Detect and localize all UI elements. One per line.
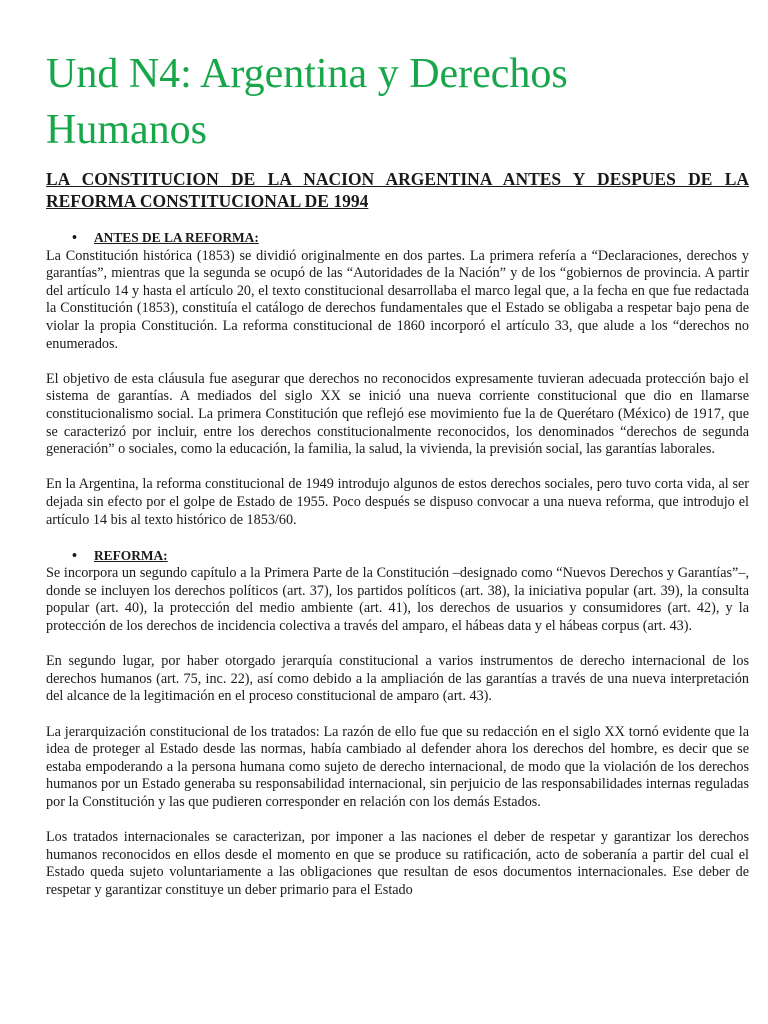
paragraph: Se incorpora un segundo capítulo a la Primera Parte de la Constitución –designado como “Nuevos Derechos y Garantías”–, donde se incluyen los derechos políticos (art. 37), los partidos políticos (art. 38), la iniciativa popular (art. 39), la consulta popular (art. 40), la protección del medio ambiente (art. 41), los derechos de usuarios y consumidores (art. 42), y la protección de los derechos de incidencia colectiva a través del amparo, el hábeas data y el hábeas corpus (art. 43). [46, 565, 749, 635]
section-heading: LA CONSTITUCION DE LA NACION ARGENTINA ANTES Y DESPUES DE LA REFORMA CONSTITUCIONAL DE 1994 [46, 169, 749, 211]
bullet-icon: • [72, 230, 77, 246]
page-title: Und N4: Argentina y Derechos Humanos [46, 51, 568, 153]
paragraph: El objetivo de esta cláusula fue asegurar que derechos no reconocidos expresamente tuvieran adecuada protección bajo el sistema de garantías. A mediados del siglo XX se inició una nueva corriente constitucional que dio en llamarse constitucionalismo social. La primera Constitución que reflejó ese movimiento fue la de Querétaro (México) de 1917, que se caracterizó por incluir, entre los derechos constitucionalmente reconocidos, los denominados “derechos de segunda generación” o sociales, como la educación, la familia, la salud, la vivienda, la previsión social, las garantías laborales. [46, 370, 749, 458]
paragraph: En segundo lugar, por haber otorgado jerarquía constitucional a varios instrumentos de derecho internacional de los derechos humanos (art. 75, inc. 22), así como debido a la ampliación de las garantías a través de una nueva interpretación del alcance de la legitimación en el proceso constitucional de amparo (art. 43). [46, 653, 749, 705]
paragraph: Los tratados internacionales se caracterizan, por imponer a las naciones el deber de respetar y garantizar los derechos humanos reconocidos en ellos desde el momento en que se produce su ratificación, acto de soberanía a partir del cual el Estado queda sujeto voluntariamente a las obligaciones que resultan de esos documentos internacionales. Ese deber de respetar y garantizar constituye un deber primario para el Estado [46, 829, 749, 898]
bullet-item-antes [46, 229, 749, 248]
document-body [46, 229, 749, 917]
section-label-antes: ANTES DE LA REFORMA: [94, 230, 259, 245]
bullet-item-reforma [46, 547, 749, 566]
section-label-reforma: REFORMA: [94, 547, 168, 563]
paragraph: En la Argentina, la reforma constitucional de 1949 introdujo algunos de estos derechos sociales, pero tuvo corta vida, al ser dejada sin efecto por el golpe de Estado de 1955. Poco después se dispuso convocar a una nueva reforma, que introdujo el artículo 14 bis al texto histórico de 1853/60. [46, 476, 749, 528]
paragraph: La Constitución histórica (1853) se dividió originalmente en dos partes. La primera refería a “Declaraciones, derechos y garantías”, mientras que la segunda se ocupó de las “Autoridades de la Nación” y de los “gobiernos de provincia. A partir del artículo 14 y hasta el artículo 20, el texto constitucional desarrollaba el marco legal que, a la fecha en que fue redactada la Constitución (1853), constituía el catálogo de derechos fundamentales que el Estado se obligaba a respetar bajo pena de violar la propia Constitución. La reforma constitucional de 1860 incorporó el artículo 33, que alude a los “derechos no enumerados. [46, 247, 749, 352]
paragraph: La jerarquización constitucional de los tratados: La razón de ello fue que su redacción en el siglo XX tornó evidente que la idea de proteger al Estado desde las normas, había cambiado al defender ahora los derechos del hombre, es decir que se estaba empoderando a la persona humana como sujeto de derecho internacional, de modo que la violación de los derechos humanos por un Estado generaba su responsabilidad internacional, sin perjuicio de las responsabilidades internas reguladas por la Constitución y las que pudieren corresponder en relación con los demás Estados. [46, 723, 749, 810]
bullet-icon: • [72, 547, 77, 564]
